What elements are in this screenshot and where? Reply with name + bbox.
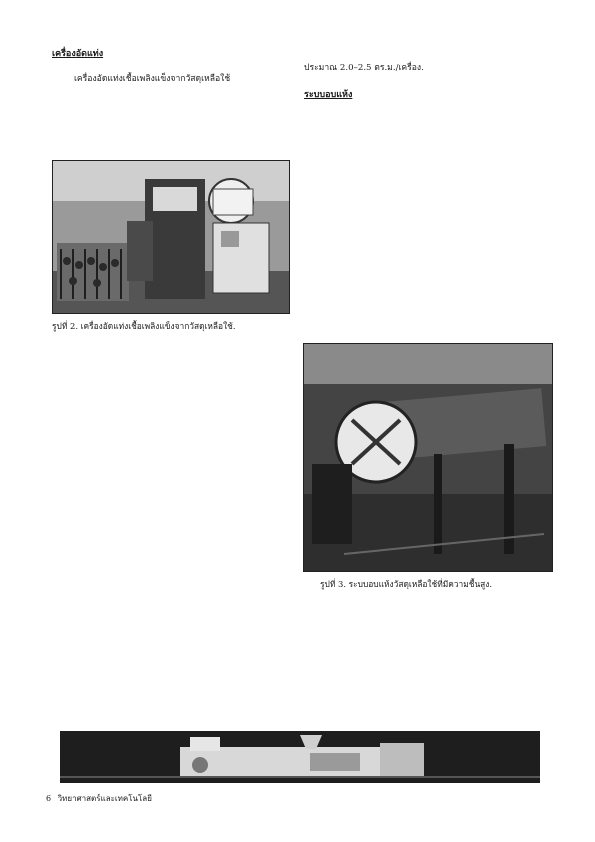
journal-name: วิทยาศาสตร์และเทคโนโลยี — [57, 794, 152, 803]
figure-3-photo — [303, 343, 553, 572]
machine-cross-section-image — [60, 731, 540, 783]
drying-system-image — [304, 344, 552, 571]
right-top-line: ประมาณ 2.0–2.5 ตร.ม./เครื่อง. — [304, 63, 424, 73]
page-footer — [46, 792, 152, 805]
right-column-top — [304, 60, 552, 103]
figure-3-caption: รูปที่ 3. ระบบอบแห้งวัสดุเหลือใช้ที่มีความชื้นสูง. — [320, 579, 493, 589]
left-column-top — [52, 46, 298, 87]
figure-2-photo — [52, 160, 290, 314]
section-heading-briquetting: เครื่องอัดแท่ง — [52, 49, 104, 59]
figure-2-caption: รูปที่ 2. เครื่องอัดแท่งเชื้อเพลิงแข็งจากวัสดุเหลือใช้. — [52, 321, 236, 331]
intro-paragraph: เครื่องอัดแท่งเชื้อเพลิงแข็งจากวัสดุเหลือใช้ — [74, 73, 231, 84]
bottom-process-strip — [60, 731, 540, 783]
briquetting-machine-image — [53, 161, 289, 313]
page-number: 6 — [46, 794, 52, 803]
section-heading-drying: ระบบอบแห้ง — [304, 89, 353, 100]
